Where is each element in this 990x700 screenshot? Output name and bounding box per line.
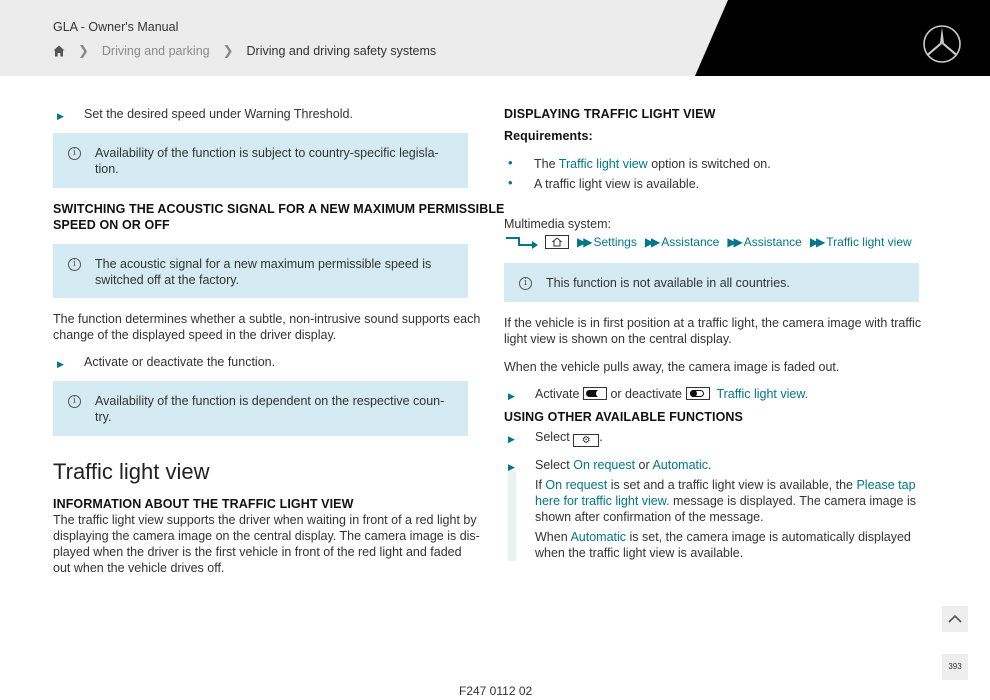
requirements-label: Requirements:: [504, 129, 593, 143]
home-icon[interactable]: [53, 45, 65, 57]
requirement-item-available: • A traffic light view is available.: [508, 175, 700, 191]
requirement-item-option: • The Traffic light view option is switched on.: [508, 155, 771, 171]
breadcrumb-item-driving-safety-systems[interactable]: Driving and driving safety systems: [246, 44, 437, 58]
page-number: 393: [942, 654, 968, 680]
double-chevron-icon: ▶▶: [577, 235, 590, 249]
gear-icon[interactable]: ⚙: [573, 434, 599, 447]
heading-information-traffic-light: INFORMATION ABOUT THE TRAFFIC LIGHT VIEW: [53, 497, 354, 511]
info-box-acoustic: i The acoustic signal for a new maximum permissible speed is switched off at the factory.: [53, 244, 468, 298]
double-chevron-icon: ▶▶: [644, 235, 658, 249]
breadcrumb: [53, 43, 436, 59]
info-icon: i: [519, 277, 532, 290]
step-select-mode: ▶ Select On request or Automatic.: [535, 457, 712, 473]
toggle-on-icon[interactable]: [583, 387, 607, 400]
footer-code: F247 0112 02: [459, 684, 533, 698]
step-arrow-icon: ▶: [57, 359, 64, 369]
info-icon: i: [68, 258, 81, 271]
info-box-legislation: i Availability of the function is subject to country-specific legisla- tion.: [53, 133, 468, 188]
paragraph-on-request-explanation: If On request is set and a traffic light view is available, the Please tap here for traffic light view. message is displayed. The camera image is shown after confirmation of the message.: [535, 478, 916, 524]
heading-acoustic-signal: SWITCHING THE ACOUSTIC SIGNAL FOR A NEW MAXIMUM PERMISSIBLE SPEED ON OR OFF: [53, 202, 505, 232]
step-arrow-icon: ▶: [508, 434, 515, 444]
nav-start-arrow-icon: [505, 235, 541, 249]
step-set-speed: ▶ Set the desired speed under Warning Threshold.: [84, 106, 353, 122]
step-arrow-icon: ▶: [508, 391, 515, 401]
mercedes-star-logo-icon: [922, 24, 962, 64]
heading-displaying-traffic-light: DISPLAYING TRAFFIC LIGHT VIEW: [504, 107, 716, 121]
paragraph-function-determines: The function determines whether a subtle, non-intrusive sound supports each change of the displayed speed in the driver display.: [53, 312, 481, 342]
bullet-icon: •: [508, 175, 513, 190]
step-activate-traffic-light: ▶ Activate or deactivate Traffic light view.: [535, 386, 808, 402]
double-chevron-icon: ▶▶: [727, 235, 740, 249]
info-icon: i: [68, 147, 81, 160]
paragraph-traffic-light-description: The traffic light view supports the driver when waiting in front of a red light by displaying the camera image on the central display. The camera image is dis- played when the driver is the first vehicle in front of the red light and faded out when the vehicle drives off.: [53, 513, 480, 575]
info-box-country: i Availability of the function is dependent on the respective coun- try.: [53, 381, 468, 436]
navigation-path: [505, 235, 912, 249]
paragraph-automatic-explanation: When Automatic is set, the camera image is automatically displayed when the traffic light view is available.: [535, 530, 911, 560]
step-select-settings: ▶ Select ⚙ .: [508, 430, 603, 446]
step-activate-function: ▶ Activate or deactivate the function.: [84, 354, 275, 370]
info-box-not-available: i This function is not available in all countries.: [504, 263, 919, 302]
nav-assistance-sub[interactable]: Assistance: [743, 235, 802, 249]
chevron-right-icon: ❯: [78, 43, 89, 58]
breadcrumb-item-driving-and-parking[interactable]: Driving and parking: [101, 44, 210, 58]
nav-assistance[interactable]: Assistance: [661, 235, 720, 249]
link-on-request[interactable]: On request: [545, 478, 608, 492]
info-icon: i: [68, 395, 81, 408]
option-automatic[interactable]: Automatic: [652, 458, 709, 472]
substep-indicator-bar: [508, 471, 516, 561]
paragraph-pulls-away: When the vehicle pulls away, the camera image is faded out.: [504, 360, 840, 374]
step-arrow-icon: ▶: [57, 111, 64, 121]
step-arrow-icon: ▶: [508, 462, 515, 472]
page-header: [0, 0, 990, 76]
link-traffic-light-view-toggle[interactable]: Traffic light view: [716, 387, 805, 401]
double-chevron-icon: ▶▶: [809, 235, 823, 249]
section-title-traffic-light-view: Traffic light view: [53, 459, 210, 484]
scroll-to-top-button[interactable]: [942, 606, 968, 632]
link-automatic[interactable]: Automatic: [570, 530, 627, 544]
link-please-tap[interactable]: Please tap: [856, 478, 916, 492]
multimedia-system-label: Multimedia system:: [504, 217, 611, 231]
option-on-request[interactable]: On request: [573, 458, 636, 472]
nav-settings[interactable]: Settings: [593, 235, 637, 249]
chevron-right-icon: ❯: [222, 43, 234, 58]
chevron-up-icon: [942, 606, 968, 632]
toggle-off-icon[interactable]: [686, 387, 710, 400]
bullet-icon: •: [508, 155, 513, 170]
link-traffic-light-view[interactable]: Traffic light view: [558, 157, 648, 171]
link-please-tap-cont[interactable]: here for traffic light view.: [535, 494, 670, 508]
paragraph-first-position: If the vehicle is in first position at a traffic light, the camera image with traffic light view is shown on the central display.: [504, 316, 922, 346]
manual-title: GLA - Owner's Manual: [53, 20, 179, 34]
heading-using-other-functions: USING OTHER AVAILABLE FUNCTIONS: [504, 410, 743, 424]
home-button-icon: [545, 235, 569, 249]
nav-traffic-light-view[interactable]: Traffic light view: [826, 235, 912, 249]
